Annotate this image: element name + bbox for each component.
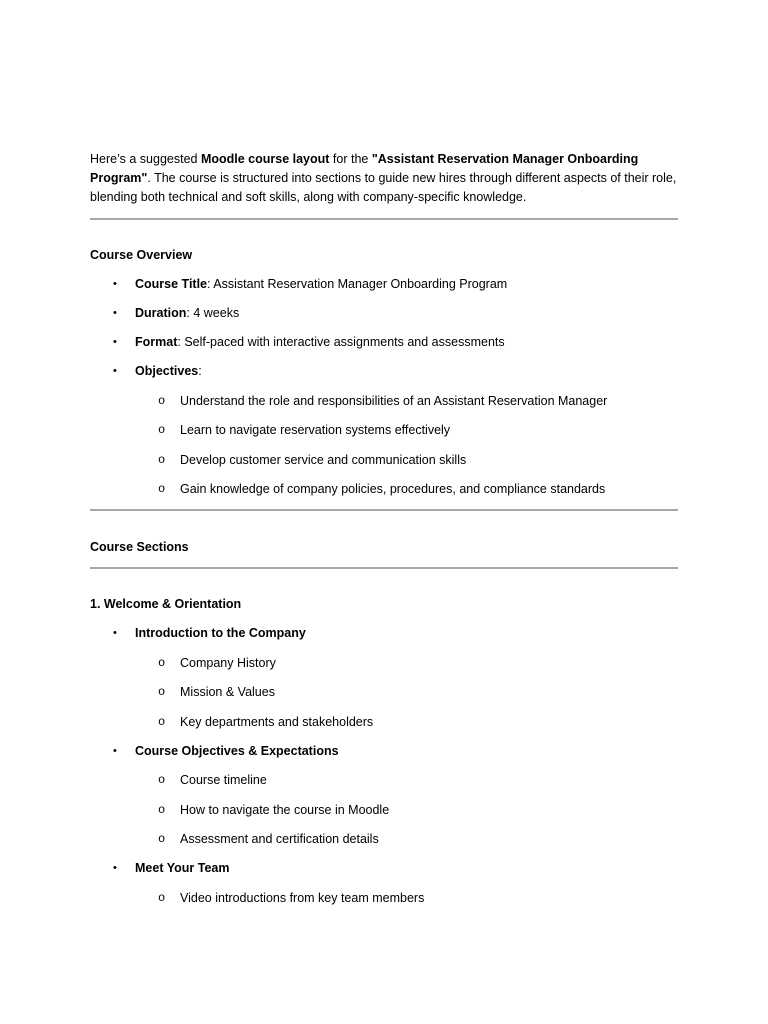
sub-list-item — [90, 451, 678, 470]
sub-item-text: Video introductions from key team members — [180, 890, 425, 905]
sub-list-item — [90, 392, 678, 411]
circle-bullet-icon: o — [158, 714, 166, 729]
list-item — [90, 362, 678, 499]
objectives-list — [90, 392, 678, 500]
intro-text-2: for the — [329, 152, 372, 166]
circle-bullet-icon: o — [158, 655, 166, 670]
group-title: Introduction to the Company — [135, 626, 306, 640]
sub-list-item — [90, 421, 678, 440]
item-value: Self-paced with interactive assignments and assessments — [180, 335, 505, 349]
bullet-icon: • — [113, 365, 117, 377]
intro-paragraph — [90, 150, 678, 207]
bullet-icon: • — [113, 336, 117, 348]
sub-list — [90, 889, 678, 908]
list-item — [90, 859, 678, 908]
sub-list-item — [90, 480, 678, 499]
sub-list — [90, 654, 678, 732]
circle-bullet-icon: o — [158, 423, 166, 437]
horizontal-rule — [90, 218, 678, 220]
sub-list-item — [90, 801, 678, 820]
objective-text: Develop customer service and communication skills — [180, 452, 467, 467]
circle-bullet-icon: o — [158, 685, 166, 699]
group-title: Meet Your Team — [135, 861, 230, 875]
sub-list-item — [90, 771, 678, 790]
bullet-icon: • — [113, 862, 117, 874]
bullet-icon: • — [113, 744, 117, 757]
list-item — [90, 624, 678, 732]
list-item — [90, 742, 678, 850]
intro-text-3: . The course is structured into sections to guide new hires through different aspects of their role, blending both technical and soft skills, along with company-specific knowledge. — [90, 171, 677, 204]
circle-bullet-icon: o — [158, 802, 166, 817]
course-overview-heading: Course Overview — [90, 248, 193, 262]
item-sep: : — [186, 306, 190, 320]
welcome-orientation-heading: 1. Welcome & Orientation — [90, 597, 242, 611]
circle-bullet-icon: o — [158, 773, 166, 787]
item-sep: : — [177, 335, 181, 349]
intro-bold-layout: Moodle course layout — [200, 152, 330, 166]
sub-item-text: Mission & Values — [180, 685, 275, 699]
objective-text: Learn to navigate reservation systems effectively — [180, 423, 451, 437]
sub-list-item — [90, 713, 678, 732]
list-item — [90, 333, 678, 352]
item-value: Assistant Reservation Manager Onboarding Program — [210, 277, 508, 291]
objective-text: Gain knowledge of company policies, procedures, and compliance standards — [180, 482, 606, 496]
sub-list-item — [90, 683, 678, 702]
item-value: 4 weeks — [189, 306, 240, 320]
intro-bold-program: "Assistant Reservation Manager Onboarding Program" — [90, 152, 639, 185]
item-sep: : — [198, 364, 202, 378]
bullet-icon: • — [113, 278, 117, 290]
sub-list-item — [90, 889, 678, 908]
overview-list — [90, 275, 678, 499]
horizontal-rule — [90, 509, 678, 511]
document-page — [90, 150, 678, 908]
sub-item-text: Key departments and stakeholders — [180, 714, 374, 729]
list-item — [90, 304, 678, 323]
course-sections-heading: Course Sections — [90, 540, 189, 554]
circle-bullet-icon: o — [158, 890, 166, 905]
circle-bullet-icon: o — [158, 482, 166, 496]
bullet-icon: • — [113, 307, 117, 319]
group-title: Course Objectives & Expectations — [135, 743, 339, 758]
sub-item-text: Assessment and certification details — [180, 832, 379, 846]
sub-item-text: Course timeline — [180, 773, 267, 787]
sub-list-item — [90, 830, 678, 849]
item-sep: : — [207, 277, 211, 291]
intro-text-1: Here’s a suggested — [90, 152, 201, 166]
item-label: Duration — [135, 306, 187, 320]
sub-item-text: How to navigate the course in Moodle — [180, 802, 390, 817]
circle-bullet-icon: o — [158, 452, 166, 467]
item-label: Format — [135, 335, 178, 349]
bullet-icon: • — [113, 627, 117, 639]
sub-list — [90, 771, 678, 849]
item-label: Course Title — [135, 277, 208, 291]
welcome-list — [90, 624, 678, 908]
list-item — [90, 275, 678, 294]
item-label: Objectives — [135, 364, 199, 378]
sub-item-text: Company History — [180, 655, 276, 670]
circle-bullet-icon: o — [158, 393, 166, 408]
sub-list-item — [90, 654, 678, 673]
objective-text: Understand the role and responsibilities of an Assistant Reservation Manager — [180, 393, 608, 408]
horizontal-rule — [90, 567, 678, 569]
circle-bullet-icon: o — [158, 832, 166, 846]
